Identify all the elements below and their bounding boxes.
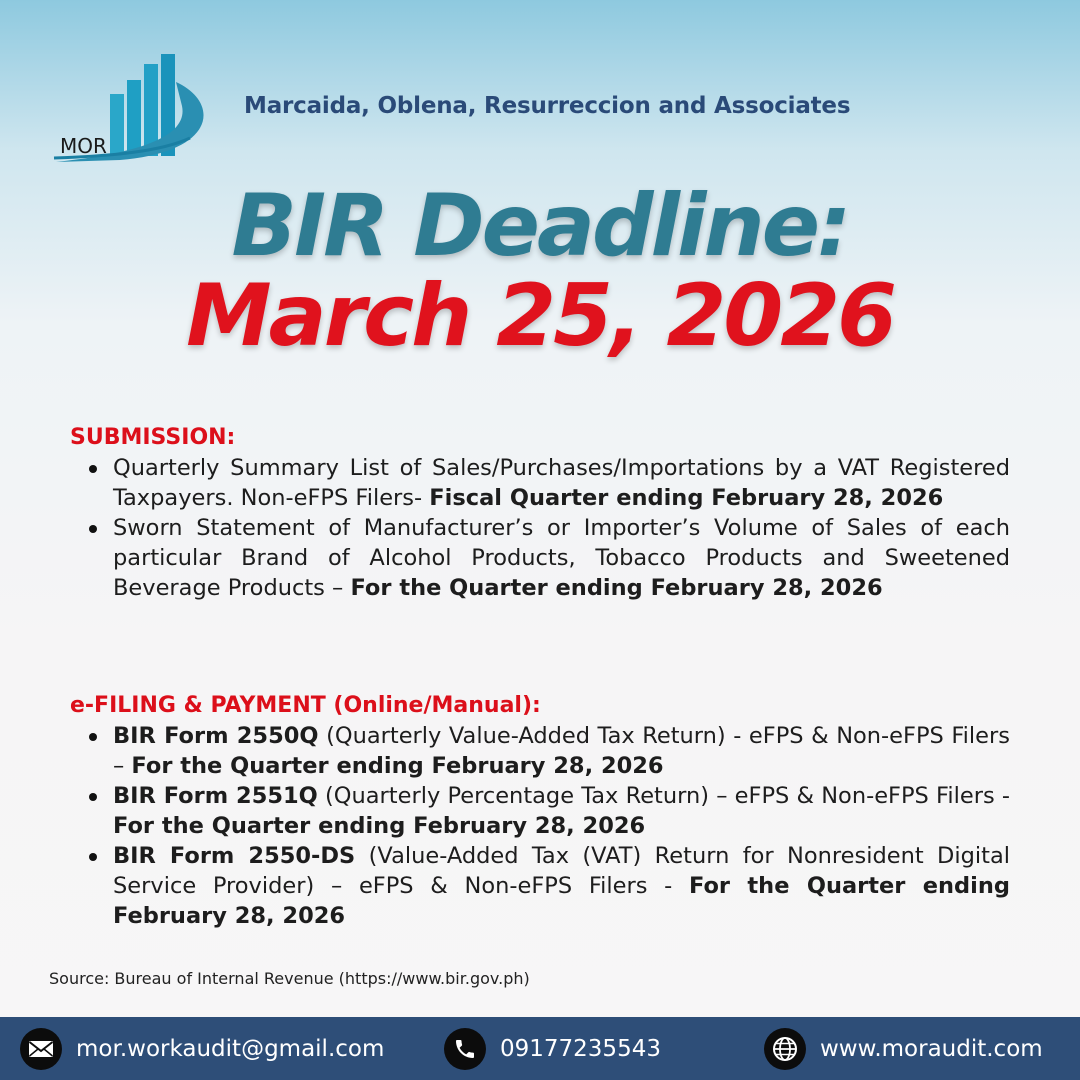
phone-text[interactable]: 09177235543	[500, 1036, 661, 1062]
page-title: BIR Deadline:	[231, 176, 849, 276]
envelope-icon	[20, 1028, 62, 1070]
item-text: (Quarterly Value-Added Tax Return) - eFPS & Non-eFPS Filers –	[113, 723, 1010, 779]
phone-contact[interactable]	[444, 1027, 661, 1071]
submission-heading: SUBMISSION:	[70, 425, 236, 450]
company-name: Marcaida, Oblena, Resurreccion and Associates	[244, 93, 851, 119]
list-item	[70, 513, 1010, 603]
list-item	[70, 453, 1010, 513]
efiling-heading: e-FILING & PAYMENT (Online/Manual):	[70, 693, 541, 718]
website-text[interactable]: www.moraudit.com	[820, 1036, 1043, 1062]
website-contact[interactable]	[764, 1027, 1043, 1071]
item-text: Quarterly Summary List of Sales/Purchases/Importations by a VAT Registered Taxpayers. Non-eFPS Filers-	[113, 455, 1010, 511]
form-name: BIR Form 2550-DS	[113, 843, 356, 869]
list-item	[70, 841, 1010, 931]
submission-list	[70, 453, 1010, 603]
item-text: Sworn Statement of Manufacturer’s or Importer’s Volume of Sales of each particular Brand of Alcohol Products, Tobacco Products and Sweetened Beverage Products –	[113, 515, 1010, 601]
item-deadline: For the Quarter ending February 28, 2026	[113, 813, 646, 839]
list-item	[70, 721, 1010, 781]
email-text[interactable]: mor.workaudit@gmail.com	[76, 1036, 385, 1062]
item-text: (Value-Added Tax (VAT) Return for Nonresident Digital Service Provider) – eFPS & Non-eFPS Filers -	[113, 843, 1011, 899]
form-name: BIR Form 2550Q	[113, 723, 319, 749]
logo-text: MOR	[60, 134, 107, 158]
globe-icon	[764, 1028, 806, 1070]
company-logo	[50, 52, 212, 168]
efiling-list	[70, 721, 1010, 931]
email-contact[interactable]	[20, 1027, 384, 1071]
item-deadline: For the Quarter ending February 28, 2026	[350, 575, 883, 601]
form-name: BIR Form 2551Q	[113, 783, 318, 809]
item-text: (Quarterly Percentage Tax Return) – eFPS & Non-eFPS Filers -	[317, 783, 1010, 809]
list-item	[70, 781, 1010, 841]
efiling-section	[70, 691, 1010, 931]
item-deadline: Fiscal Quarter ending February 28, 2026	[429, 485, 944, 511]
item-deadline: For the Quarter ending February 28, 2026	[113, 873, 1010, 929]
source-note: Source: Bureau of Internal Revenue (https://www.bir.gov.ph)	[49, 969, 530, 988]
deadline-date: March 25, 2026	[186, 266, 894, 366]
item-deadline: For the Quarter ending February 28, 2026	[131, 753, 664, 779]
phone-icon	[444, 1028, 486, 1070]
contact-footer	[0, 1017, 1080, 1080]
submission-section	[70, 423, 1010, 603]
